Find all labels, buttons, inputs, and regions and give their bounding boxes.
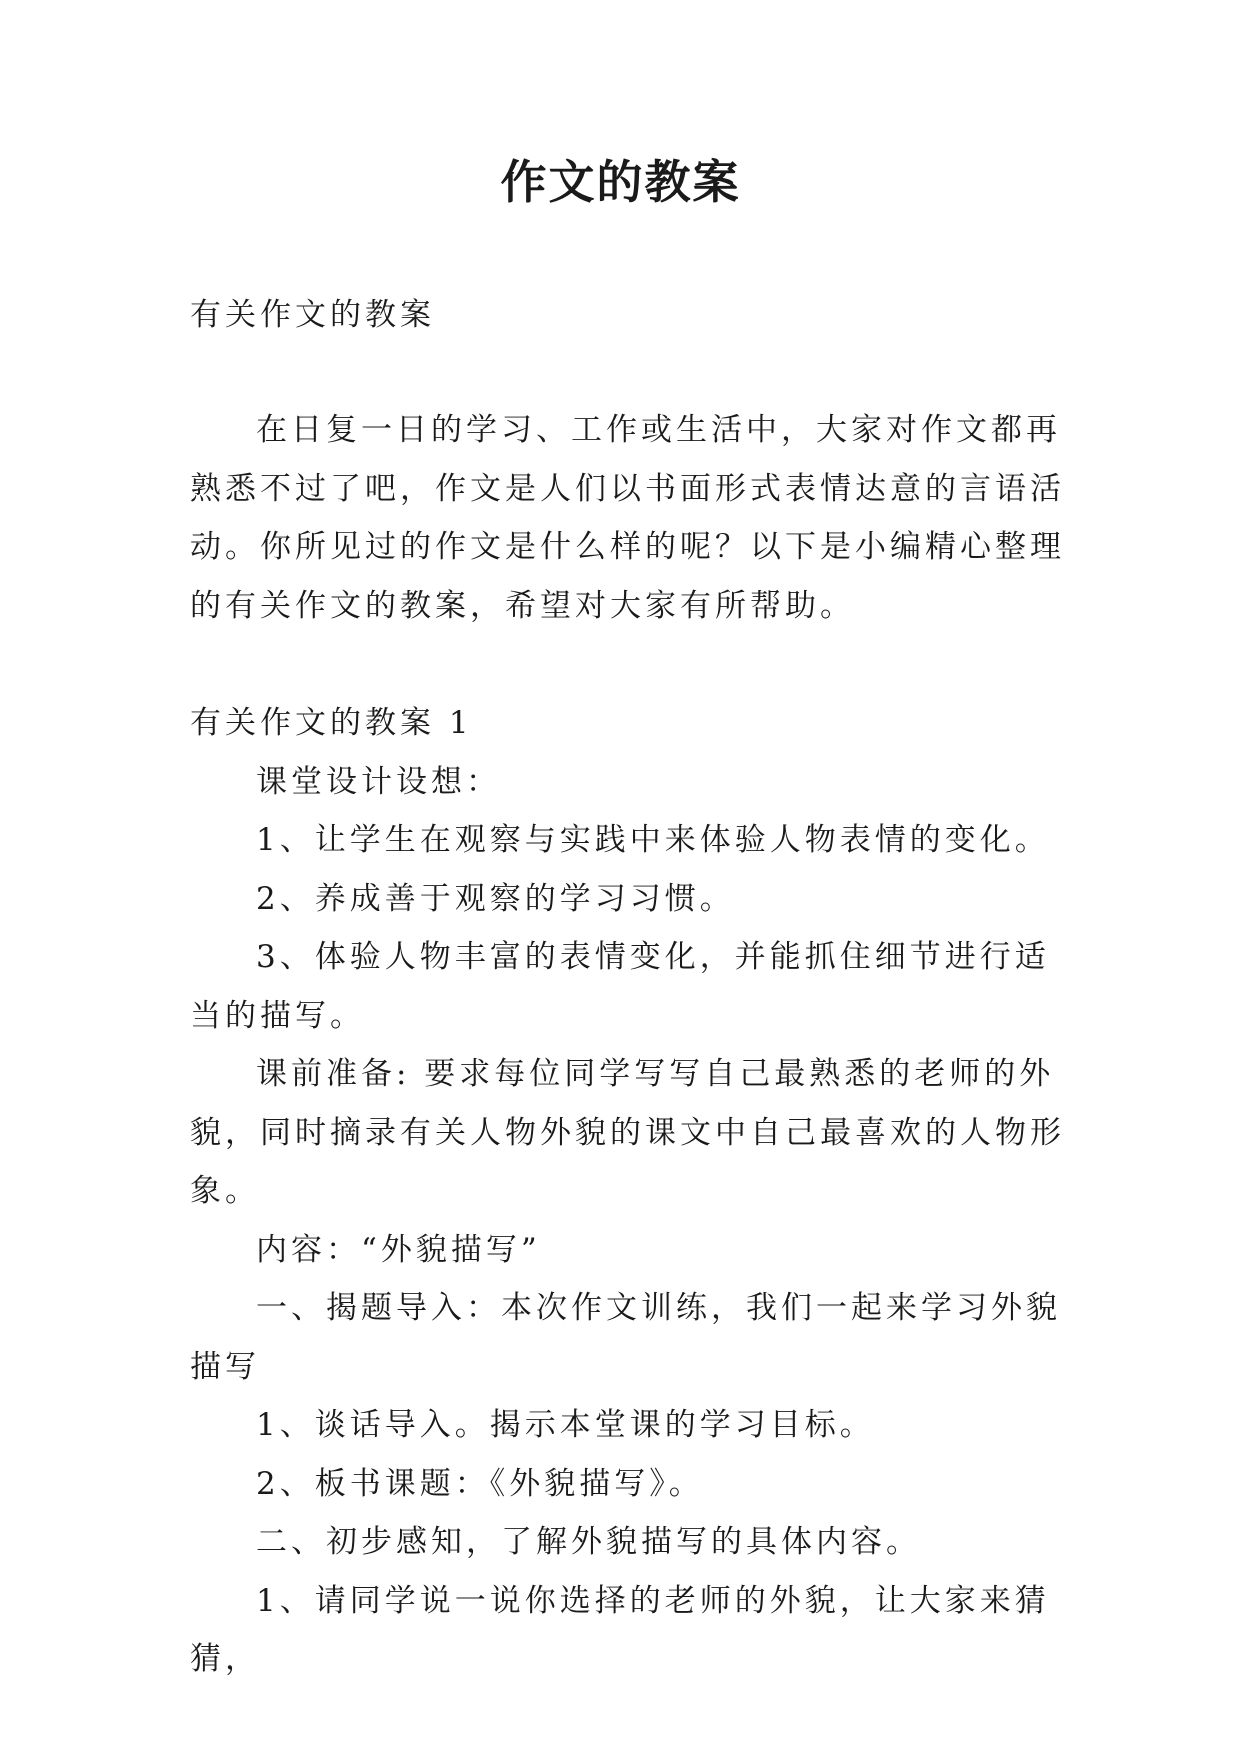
paragraph: 二、初步感知，了解外貌描写的具体内容。 [256,1524,921,1560]
paragraph: 一、揭题导入：本次作文训练，我们一起来学习外貌描写 [190,1290,1061,1385]
paragraph: 2、养成善于观察的学习习惯。 [256,880,735,917]
paragraph: 课前准备: 要求每位同学写写自己最熟悉的老师的外貌，同时摘录有关人物外貌的课文中自己最喜欢的人物形象。 [190,1056,1065,1209]
paragraph: 1、请同学说一说你选择的老师的外貌，让大家来猜猜， [190,1582,1050,1677]
document-subtitle: 有关作文的教案 [190,297,435,333]
paragraph: 3、体验人物丰富的表情变化，并能抓住细节进行适当的描写。 [190,939,1050,1034]
lesson-section [190,694,1070,1689]
paragraph: 1、让学生在观察与实践中来体验人物表情的变化。 [256,822,1050,858]
paragraph: 内容：“外貌描写” [256,1231,541,1268]
intro-paragraph: 在日复一日的学习、工作或生活中，大家对作文都再熟悉不过了吧，作文是人们以书面形式表情达意的言语活动。你所见过的作文是什么样的呢？以下是小编精心整理的有关作文的教案，希望对大家有所帮助。 [190,412,1065,624]
document-title: 作文的教案 [500,155,741,209]
paragraph: 课堂设计设想： [256,763,501,800]
paragraph: 1、谈话导入。揭示本堂课的学习目标。 [256,1407,875,1443]
lesson-heading: 有关作文的教案 1 [190,705,473,741]
intro-section [190,401,1070,635]
paragraph: 2、板书课题：《外貌描写》。 [256,1465,704,1502]
